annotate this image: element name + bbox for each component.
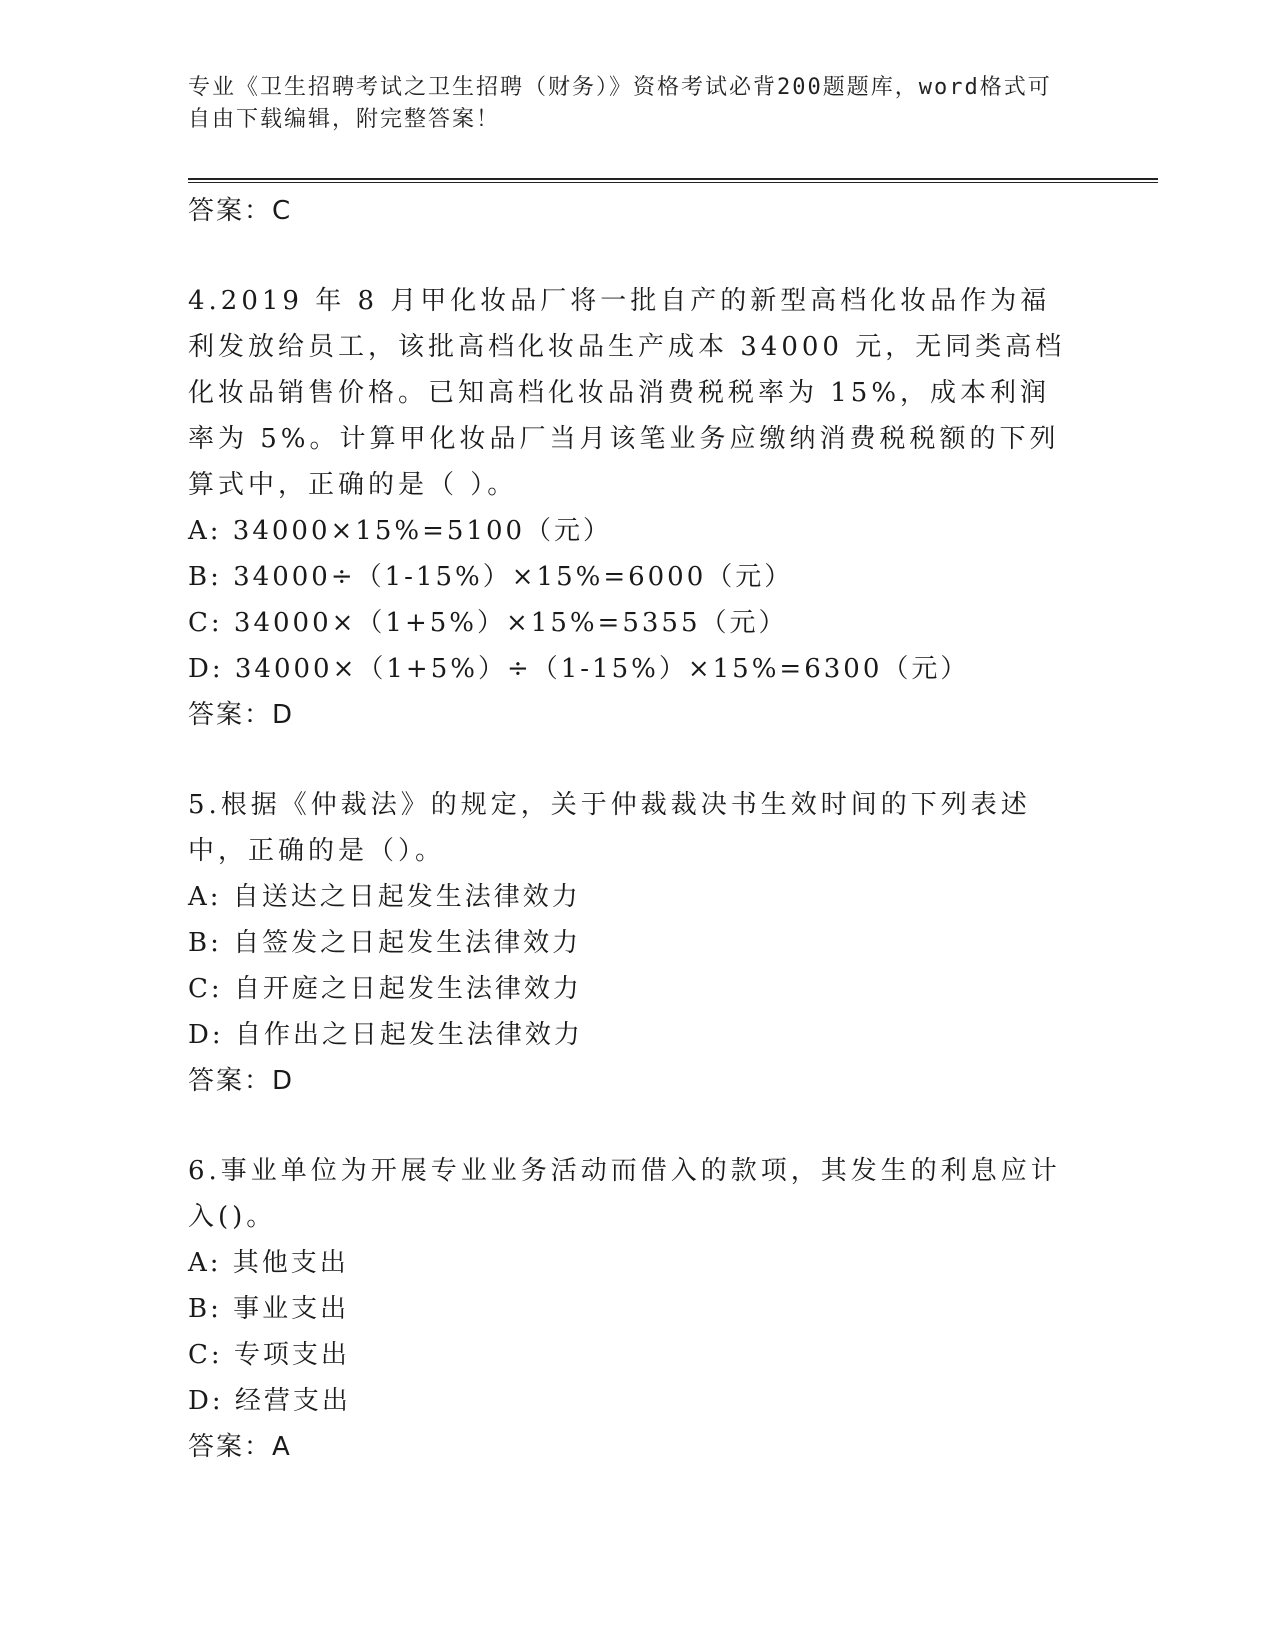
document-body [188,188,1068,1470]
option-b: B: 自签发之日起发生法律效力 [188,928,582,958]
answer-line: 答案：C [188,196,293,226]
question-5 [188,782,1068,1104]
answer-line: 答案：D [188,1066,295,1096]
question-4 [188,278,1068,738]
option-c: C: 专项支出 [188,1340,350,1370]
option-c: C: 34000×（1+5%）×15%=5355（元） [188,608,788,638]
page-header: 专业《卫生招聘考试之卫生招聘（财务）》资格考试必背200题题库，word格式可自由下载编辑，附完整答案！ [188,75,1052,132]
option-b: B: 34000÷（1-15%）×15%=6000（元） [188,562,794,592]
question-stem: 6.事业单位为开展专业业务活动而借入的款项，其发生的利息应计入()。 [188,1156,1061,1232]
option-d: D: 自作出之日起发生法律效力 [188,1020,583,1050]
option-d: D: 34000×（1+5%）÷（1-15%）×15%=6300（元） [188,654,970,684]
option-a: A: 其他支出 [188,1248,349,1278]
header-divider [188,178,1158,183]
question-6 [188,1148,1068,1470]
option-a: A: 自送达之日起发生法律效力 [188,882,581,912]
answer-line: 答案：D [188,700,295,730]
question-stem: 4.2019 年 8 月甲化妆品厂将一批自产的新型高档化妆品作为福利发放给员工，该批高档化妆品生产成本 34000 元，无同类高档化妆品销售价格。已知高档化妆品消费税税率为 15%，成本利润率为 5%。计算甲化妆品厂当月该笔业务应缴纳消费税税额的下列算式中，正确的是（ ）。 [188,286,1066,500]
option-d: D: 经营支出 [188,1386,351,1416]
option-b: B: 事业支出 [188,1294,350,1324]
question-stem: 5.根据《仲裁法》的规定，关于仲裁裁决书生效时间的下列表述中，正确的是（）。 [188,790,1031,866]
option-a: A: 34000×15%=5100（元） [188,516,613,546]
option-c: C: 自开庭之日起发生法律效力 [188,974,582,1004]
answer-line: 答案：A [188,1432,292,1462]
